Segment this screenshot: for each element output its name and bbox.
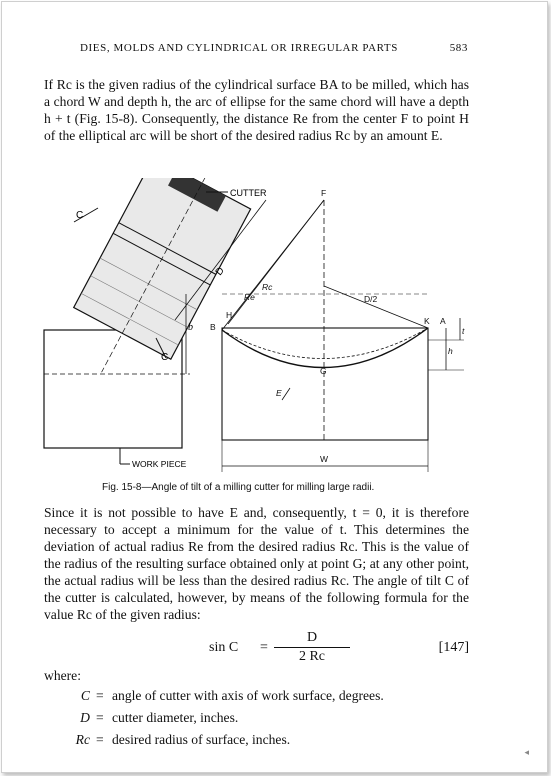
right-diagram	[222, 200, 464, 472]
definition-row	[60, 710, 420, 732]
paragraph-intro: If Rc is the given radius of the cylindrical surface BA to be milled, which has a chord W and depth h, the arc of ellipse for the same chord will have a depth h + t (Fig. 15-8). Consequently, the distance Re from the center F to point H of the elliptical arc will be short of the desired radius Rc by an amount E.	[44, 77, 469, 143]
figure-caption: Fig. 15-8—Angle of tilt of a milling cutter for milling large radii.	[102, 482, 375, 493]
rc-label: Rc	[262, 282, 273, 292]
page-number: 583	[449, 42, 468, 54]
formula-denominator: 2 Rc	[298, 649, 326, 664]
formula-numerator: D	[274, 630, 350, 648]
definition-symbol: C	[80, 688, 90, 703]
arc-ellipse	[222, 328, 428, 359]
point-a-label: A	[440, 316, 446, 326]
point-h-label: H	[226, 310, 233, 320]
formula-equals: =	[260, 640, 268, 655]
half-d-label: D/2	[364, 294, 378, 304]
formula-fraction	[274, 630, 350, 665]
point-k-label: K	[424, 316, 430, 326]
cutter-label: CUTTER	[230, 188, 267, 198]
e-label: E	[276, 388, 282, 398]
definition-row	[60, 688, 420, 710]
definition-text: angle of cutter with axis of work surface, degrees.	[112, 688, 384, 703]
point-f-label: F	[321, 188, 327, 198]
work-piece-label: WORK PIECE	[132, 459, 187, 469]
definition-symbol: Rc	[75, 732, 90, 747]
arc-ba	[222, 328, 428, 368]
definition-equals: =	[96, 732, 104, 747]
definition-symbol: D	[80, 710, 90, 725]
formula-147	[44, 630, 469, 666]
formula-number: [147]	[438, 640, 469, 655]
where-label: where:	[44, 668, 81, 683]
t-label: t	[462, 326, 465, 336]
re-label: Re	[244, 292, 255, 302]
definition-equals: =	[96, 688, 104, 703]
definition-text: desired radius of surface, inches.	[112, 732, 291, 747]
definitions-list	[60, 688, 420, 754]
cutter-body	[53, 178, 258, 398]
paragraph-body: Since it is not possible to have E and, consequently, t = 0, it is therefore necessary to accept a minimum for the value of t. This determines the deviation of actual radius Re from the desired radius Rc. This is the value of the radius of the resulting surface obtained only at point G; at any other point, the actual radius will be less than the desired radius Rc. The angle of tilt C of the cutter is calculated, however, by means of the following formula for the value Rc of the given radius:	[44, 505, 469, 622]
definition-equals: =	[96, 710, 104, 725]
formula-lhs: sin C	[209, 640, 239, 655]
definition-text: cutter diameter, inches.	[112, 710, 239, 725]
h-label: h	[448, 346, 453, 356]
w-label: W	[320, 454, 329, 464]
angle-c-label: C	[76, 210, 84, 221]
d-label: D	[213, 265, 227, 278]
section-rect	[222, 328, 428, 440]
angle-c2-label: C	[161, 352, 169, 363]
figure-15-8	[30, 178, 470, 478]
point-g-label: G	[320, 366, 327, 376]
definition-row	[60, 732, 420, 754]
b-label: b	[188, 322, 193, 333]
point-b-label: B	[210, 322, 216, 332]
e-arrow	[282, 388, 290, 400]
header-title: DIES, MOLDS AND CYLINDRICAL OR IRREGULAR PARTS	[80, 42, 398, 54]
half-d-line	[324, 286, 428, 328]
page-nav-arrow[interactable]: ◂	[524, 747, 529, 757]
